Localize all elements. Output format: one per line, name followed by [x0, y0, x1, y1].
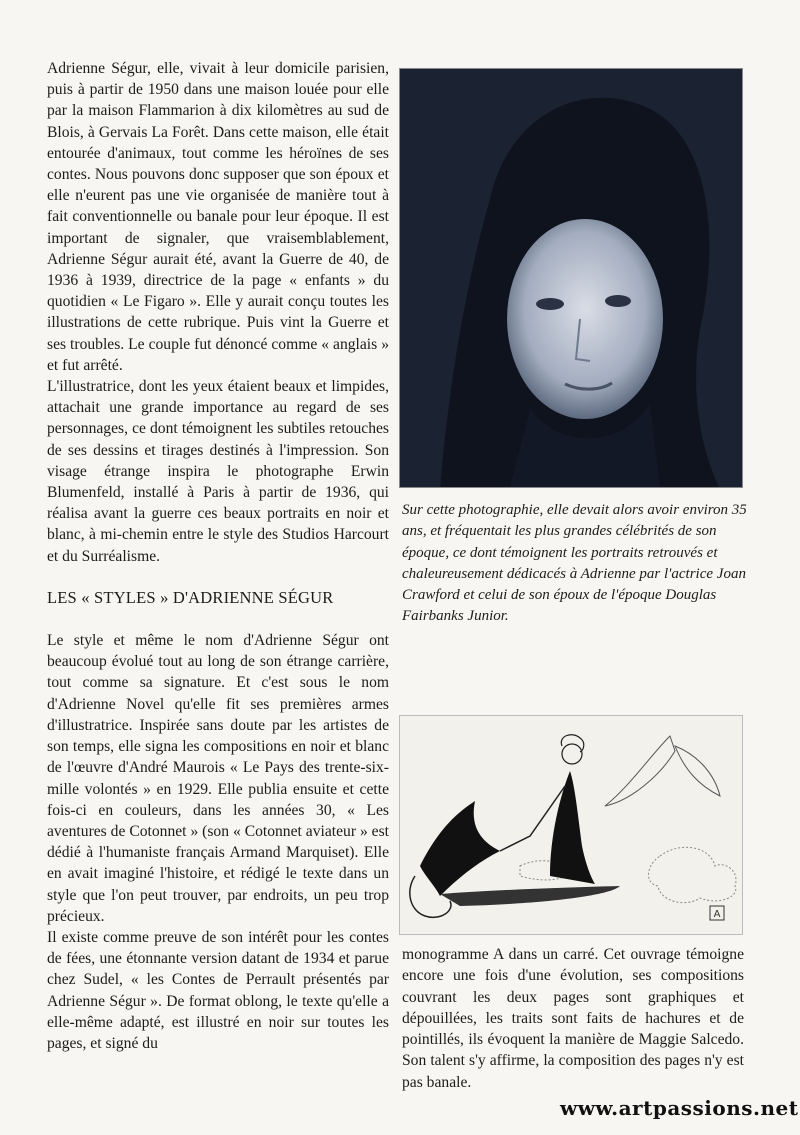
right-text-column: [402, 944, 744, 1093]
paragraph: L'illustratrice, dont les yeux étaient beaux et limpides, attachait une grande importance au regard de ses personnages, ce dont témoignent les subtiles retouches de ses dessins et tirages destinés à l'impression. Son visage étrange inspira le photographe Erwin Blumenfeld, installé à Paris à partir de 1936, qui réalisa avant la guerre ces beaux portraits en noir et blanc, à mi-chemin entre le style des Studios Harcourt et du Surréalisme.: [47, 378, 389, 565]
left-text-column: [47, 58, 389, 1054]
paragraph: Il existe comme preuve de son intérêt pour les contes de fées, une étonnante version datant de 1934 et parue chez Sudel, « les Contes de Perrault présentés par Adrienne Ségur ». De format oblong, le texte qu'elle a elle-même adapté, est illustré en noir sur toutes les pages, et signé du: [47, 928, 389, 1052]
monogram-letter: A: [713, 909, 721, 920]
paragraph: Le style et même le nom d'Adrienne Ségur ont beaucoup évolué tout au long de son étrange carrière, tout comme sa signature. Et c'est sous le nom d'Adrienne Novel qu'elle fit ses premières armes d'illustratrice. Inspirée sans doute par les artistes de son temps, elle signa les compositions en noir et blanc de l'œuvre d'André Maurois « Le Pays des trente-six-mille volontés » en 1929. Elle publia ensuite et cette fois-ci en couleurs, dans les années 30, « Les aventures de Cotonnet » (son « Cotonnet aviateur » est dédié à l'humaniste français Armand Marquiset). Elle en avait imaginé l'histoire, et rédigé le texte dans un style que l'on peut trouver, par endroits, un peu trop précieux.: [47, 632, 389, 925]
portrait-photo: [399, 68, 743, 488]
paragraph: monogramme A dans un carré. Cet ouvrage témoigne encore une fois d'une évolution, ses compositions couvrant les deux pages sont graphiques et dépouillées, les traits sont faits de hachures et de pointillés, ils évoquent la manière de Maggie Salcedo. Son talent s'y affirme, la composition des pages n'y est pas banale.: [402, 946, 744, 1091]
portrait-image: [400, 69, 742, 487]
fairy-illustration: [399, 715, 743, 935]
paragraph: Adrienne Ségur, elle, vivait à leur domicile parisien, puis à partir de 1950 dans une maison louée pour elle par la maison Flammarion à dix kilomètres au sud de Blois, à Gervais La Forêt. Dans cette maison, elle était entourée d'animaux, tout comme les héroïnes de ses contes. Nous pouvons donc supposer que son époux et elle n'eurent pas une vie organisée de manière tout à fait conventionnelle ou banale pour leur époque. Il est important de signaler, que vraisemblablement, Adrienne Ségur aurait été, avant la Guerre de 40, de 1936 à 1939, directrice de la page « enfants » du quotidien « Le Figaro ». Elle y aurait conçu toutes les illustrations de cette rubrique. Puis vint la Guerre et ses troubles. Le couple fut dénoncé comme « anglais » et fut arrêté.: [47, 60, 389, 374]
illustration-image: [400, 716, 742, 934]
website-watermark: www.artpassions.net: [560, 1096, 799, 1120]
section-title: LES « STYLES » D'ADRIENNE SÉGUR: [47, 587, 334, 607]
photo-caption: [402, 500, 747, 628]
caption-text: Sur cette photographie, elle devait alors avoir environ 35 ans, et fréquentait les plus grandes célébrités de son époque, ce dont témoignent les portraits retrouvés et chaleureusement dédicacés à Adrienne par l'actrice Joan Crawford et celui de son époux de l'époque Douglas Fairbanks Junior.: [402, 502, 747, 625]
